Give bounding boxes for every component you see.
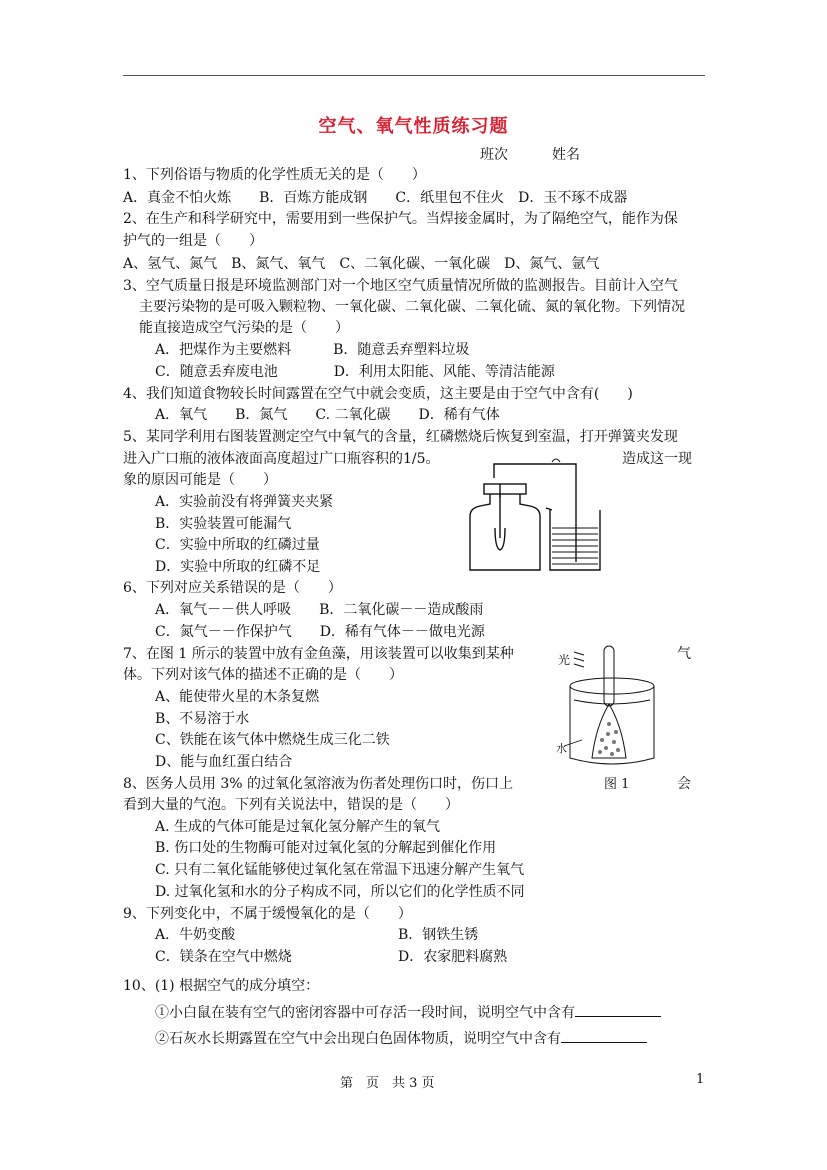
question-8-line-1: 8、医务人员用 3% 的过氧化氢溶液为伤者处理伤口时，伤口上 xyxy=(123,776,514,792)
class-label: 班次 xyxy=(480,147,508,163)
question-5-line-1: 5、某同学利用右图装置测定空气中氧气的含量，红磷燃烧后恢复到室温，打开弹簧夹发现 xyxy=(123,429,678,445)
question-5-line-3: 象的原因可能是（ ） xyxy=(123,472,277,488)
question-9-option-c: C．镁条在空气中燃烧 xyxy=(155,949,292,965)
header-rule xyxy=(123,75,705,76)
question-2-line-2: 护气的一组是（ ） xyxy=(123,233,263,249)
question-5-option-a: A．实验前没有将弹簧夹夹紧 xyxy=(155,494,334,510)
question-5-line-2: 进入广口瓶的液体液面高度超过广口瓶容积的1/5。 xyxy=(123,451,440,467)
question-8-option-a: A. 生成的气体可能是过氧化氢分解产生的氧气 xyxy=(155,819,441,835)
question-4-options: A．氧气 B．氮气 C. 二氧化碳 D．稀有气体 xyxy=(155,407,500,423)
oxygen-measurement-apparatus-figure xyxy=(460,458,610,578)
question-4: 4、我们知道食物较长时间露置在空气中就会变质，这主要是由于空气中含有( ) xyxy=(123,386,633,402)
question-7-line-2: 体。下列对该气体的描述不正确的是（ ） xyxy=(123,667,403,683)
question-7-option-b: B、不易溶于水 xyxy=(155,711,250,727)
page-number: 1 xyxy=(696,1072,705,1087)
question-2-options: A、氢气、氮气 B、氮气、氧气 C、二氧化碳、一氧化碳 D、氮气、氩气 xyxy=(123,256,600,272)
question-3-options-ab: A．把煤作为主要燃料 B．随意丢弃塑料垃圾 xyxy=(155,342,470,358)
page-title: 空气、氧气性质练习题 xyxy=(318,116,509,137)
question-10-item-1-text: ①小白鼠在装有空气的密闭容器中可存活一段时间，说明空气中含有 xyxy=(155,1005,575,1021)
question-10: 10、(1) 根据空气的成分填空： xyxy=(123,978,320,994)
question-3-line-1: 3、空气质量日报是环境监测部门对一个地区空气质量情况所做的监测报告。目前计入空气 xyxy=(123,278,678,294)
answer-blank-1[interactable] xyxy=(575,1002,661,1017)
question-10-item-1 xyxy=(155,1002,661,1022)
question-7-line-1-end: 气 xyxy=(677,646,691,662)
question-9-option-d: D．农家肥料腐熟 xyxy=(398,949,508,965)
question-1: 1、下列俗语与物质的化学性质无关的是（ ） xyxy=(123,167,426,183)
question-8-option-c: C. 只有二氧化锰能够使过氧化氢在常温下迅速分解产生氧气 xyxy=(155,862,525,878)
question-7-line-1: 7、在图 1 所示的装置中放有金鱼藻，用该装置可以收集到某种 xyxy=(123,646,514,662)
question-3-line-2: 主要污染物的是可吸入颗粒物、一氧化碳、二氧化碳、二氧化硫、氮的氧化物。下列情况 xyxy=(139,299,685,315)
question-3-options-cd: C．随意丢弃废电池 D．利用太阳能、风能、等清洁能源 xyxy=(155,364,555,380)
question-8-option-d: D. 过氧化氢和水的分子构成不同，所以它们的化学性质不同 xyxy=(155,884,525,900)
question-3-line-3: 能直接造成空气污染的是（ ） xyxy=(139,320,349,336)
question-2-line-1: 2、在生产和科学研究中，需要用到一些保护气。当焊接金属时，为了隔绝空气，能作为保 xyxy=(123,211,678,227)
question-7-option-d: D、能与血红蛋白结合 xyxy=(155,754,293,770)
question-6-options-cd: C．氮气－－作保护气 D．稀有气体－－做电光源 xyxy=(155,624,485,640)
question-7-option-c: C、铁能在该气体中燃烧生成三化二铁 xyxy=(155,732,390,748)
page-count: 第 页 共 3 页 xyxy=(340,1076,435,1091)
question-9: 9、下列变化中，不属于缓慢氧化的是（ ） xyxy=(123,906,412,922)
figure-1-aquarium-apparatus xyxy=(552,640,667,775)
question-8-line-1-end: 会 xyxy=(677,776,691,792)
question-8-line-2: 看到大量的气泡。下列有关说法中，错误的是（ ） xyxy=(123,797,459,813)
question-10-item-2-text: ②石灰水长期露置在空气中会出现白色固体物质，说明空气中含有 xyxy=(155,1031,561,1047)
question-5-option-d: D．实验中所取的红磷不足 xyxy=(155,559,321,575)
figure-1-water-label: 水 xyxy=(556,743,567,755)
question-5-line-2-end: 造成这一现 xyxy=(622,451,692,467)
question-9-option-b: B．钢铁生锈 xyxy=(398,927,479,943)
question-7-option-a: A、能使带火星的木条复燃 xyxy=(155,689,320,705)
question-9-option-a: A．牛奶变酸 xyxy=(155,927,236,943)
question-5-option-c: C．实验中所取的红磷过量 xyxy=(155,537,320,553)
question-1-options: A．真金不怕火炼 B．百炼方能成钢 C．纸里包不住火 D．玉不琢不成器 xyxy=(123,190,628,206)
figure-1-light-label: 光 xyxy=(558,653,571,667)
question-10-item-2 xyxy=(155,1028,647,1048)
answer-blank-2[interactable] xyxy=(561,1028,647,1043)
question-6-options-ab: A．氧气－－供人呼吸 B．二氧化碳－－造成酸雨 xyxy=(155,602,484,618)
question-8-option-b: B. 伤口处的生物酶可能对过氧化氢的分解起到催化作用 xyxy=(155,840,497,856)
question-5-option-b: B．实验装置可能漏气 xyxy=(155,516,292,532)
question-6: 6、下列对应关系错误的是（ ） xyxy=(123,580,342,596)
figure-1-caption: 图 1 xyxy=(604,777,630,792)
name-label: 姓名 xyxy=(552,147,580,163)
